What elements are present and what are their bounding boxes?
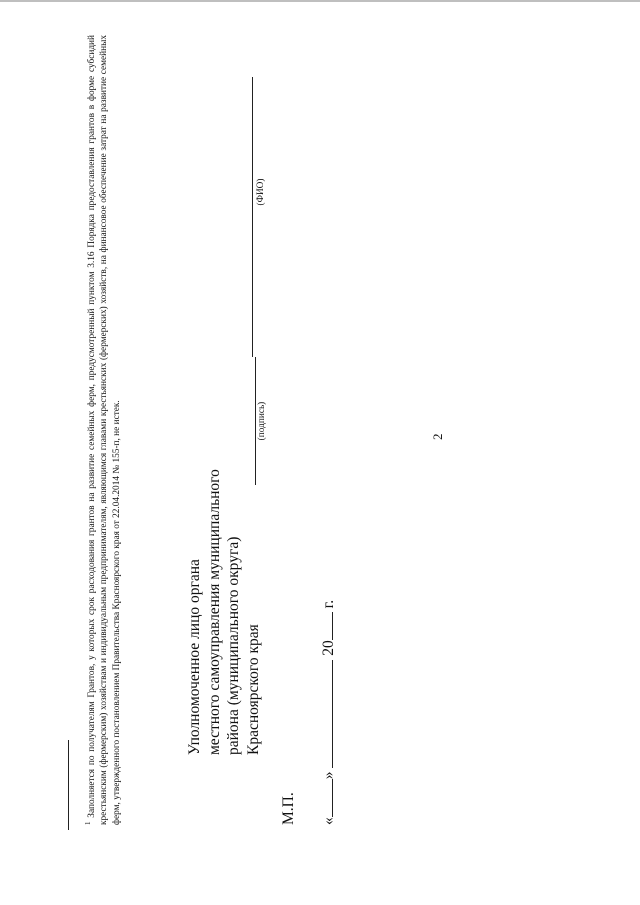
stamp-placeholder: М.П. xyxy=(280,792,297,825)
date-year-prefix: 20 xyxy=(320,640,337,656)
official-title-line-3: района (муниципального округа) xyxy=(225,536,242,755)
date-day-blank xyxy=(318,779,333,817)
footnote-text: Заполняется по получателям Грантов, у которых срок расходования грантов на развитие семейных ферм, предусмотренный пунктом 3.16 Порядка предоставления грантов в форме субсидий крестьянским (фермерским) хозяйствам и индивидуальным предпринимателям, являющимся главами крестьянских (фермерских) хозяйств, на финансовое обеспечение затрат на развитие семейных ферм, утвержденного постановлением Правительства Красноярского края от 22.04.2014 № 155-п, не истек. xyxy=(87,34,122,825)
page-number: 2 xyxy=(430,433,445,440)
official-title-line-1: Уполномоченное лицо органа xyxy=(186,559,203,755)
official-title-line-2: местного самоуправления муниципального xyxy=(205,469,223,755)
fio-line xyxy=(252,77,253,357)
signature-line xyxy=(255,357,256,485)
date-open-quote: « xyxy=(320,817,337,825)
official-title-block xyxy=(185,425,263,755)
date-month-blank xyxy=(318,660,333,768)
official-title-line-4: Красноярского края xyxy=(244,624,262,755)
fio-label-text: (ФИО) xyxy=(256,178,266,206)
footnote-separator xyxy=(68,740,69,830)
signature-label: (подпись) xyxy=(257,401,267,441)
date-year-suffix: г. xyxy=(320,599,337,609)
date-close-quote: » xyxy=(320,771,337,780)
footnote-marker: 1 xyxy=(84,821,92,825)
footnote xyxy=(82,35,123,825)
date-line xyxy=(318,600,338,825)
date-year-blank xyxy=(318,612,333,640)
fio-label xyxy=(256,77,266,357)
